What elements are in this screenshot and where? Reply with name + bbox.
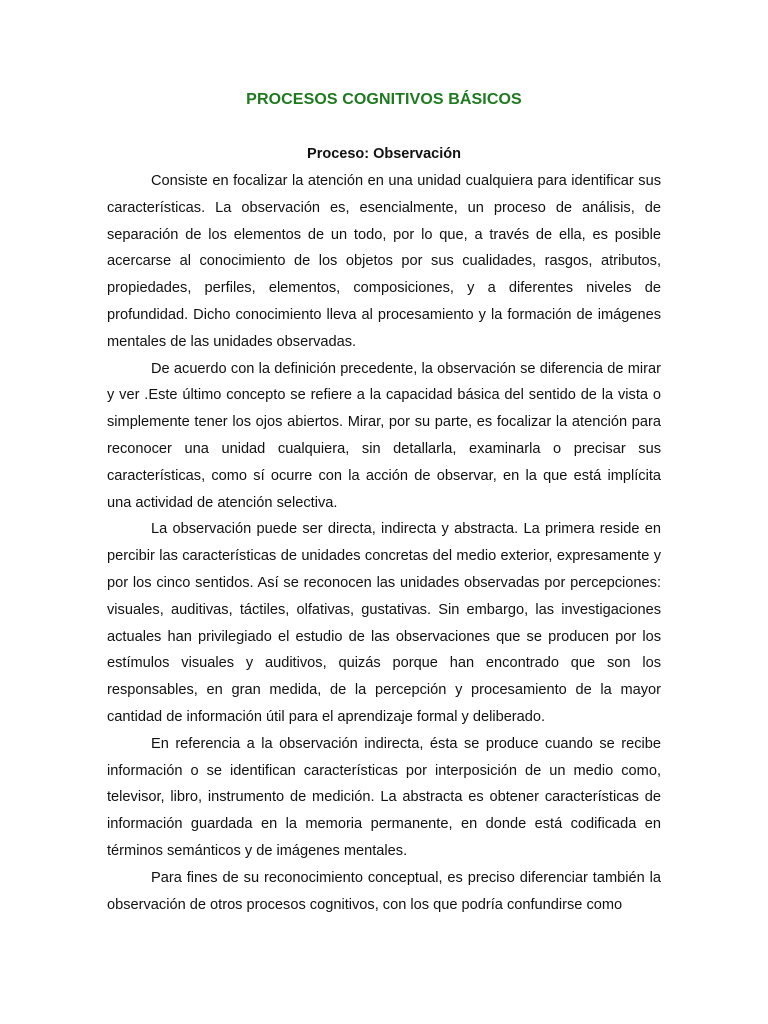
paragraph: Consiste en focalizar la atención en una unidad cualquiera para identificar sus características. La observación es, esencialmente, un proceso de análisis, de separación de los elementos de un todo, por lo que, a través de ella, es posible acercarse al conocimiento de los objetos por sus cualidades, rasgos, atributos, propiedades, perfiles, elementos, composiciones, y a diferentes niveles de profundidad. Dicho conocimiento lleva al procesamiento y la formación de imágenes mentales de las unidades observadas. bbox=[107, 173, 661, 350]
document-title: PROCESOS COGNITIVOS BÁSICOS bbox=[246, 91, 522, 108]
paragraph: De acuerdo con la definición precedente, la observación se diferencia de mirar y ver .Este último concepto se refiere a la capacidad básica del sentido de la vista o simplemente tener los ojos abiertos. Mirar, por su parte, es focalizar la atención para reconocer una unidad cualquiera, sin detallarla, examinarla o precisar sus características, como sí ocurre con la acción de observar, en la que está implícita una actividad de atención selectiva. bbox=[107, 360, 661, 511]
document-body bbox=[107, 168, 661, 918]
section-title: Proceso: Observación bbox=[307, 146, 461, 162]
paragraph: Para fines de su reconocimiento conceptual, es preciso diferenciar también la observación de otros procesos cognitivos, con los que podría confundirse como bbox=[107, 869, 661, 913]
paragraph: En referencia a la observación indirecta, ésta se produce cuando se recibe información o se identifican características por interposición de un medio como, televisor, libro, instrumento de medición. La abstracta es obtener características de información guardada en la memoria permanente, en donde está codificada en términos semánticos y de imágenes mentales. bbox=[107, 735, 661, 859]
paragraph: La observación puede ser directa, indirecta y abstracta. La primera reside en percibir las características de unidades concretas del medio exterior, expresamente y por los cinco sentidos. Así se reconocen las unidades observadas por percepciones: visuales, auditivas, táctiles, olfativas, gustativas. Sin embargo, las investigaciones actuales han privilegiado el estudio de las observaciones que se producen por los estímulos visuales y auditivos, quizás porque han encontrado que son los responsables, en gran medida, de la percepción y procesamiento de la mayor cantidad de información útil para el aprendizaje formal y deliberado. bbox=[107, 521, 661, 725]
